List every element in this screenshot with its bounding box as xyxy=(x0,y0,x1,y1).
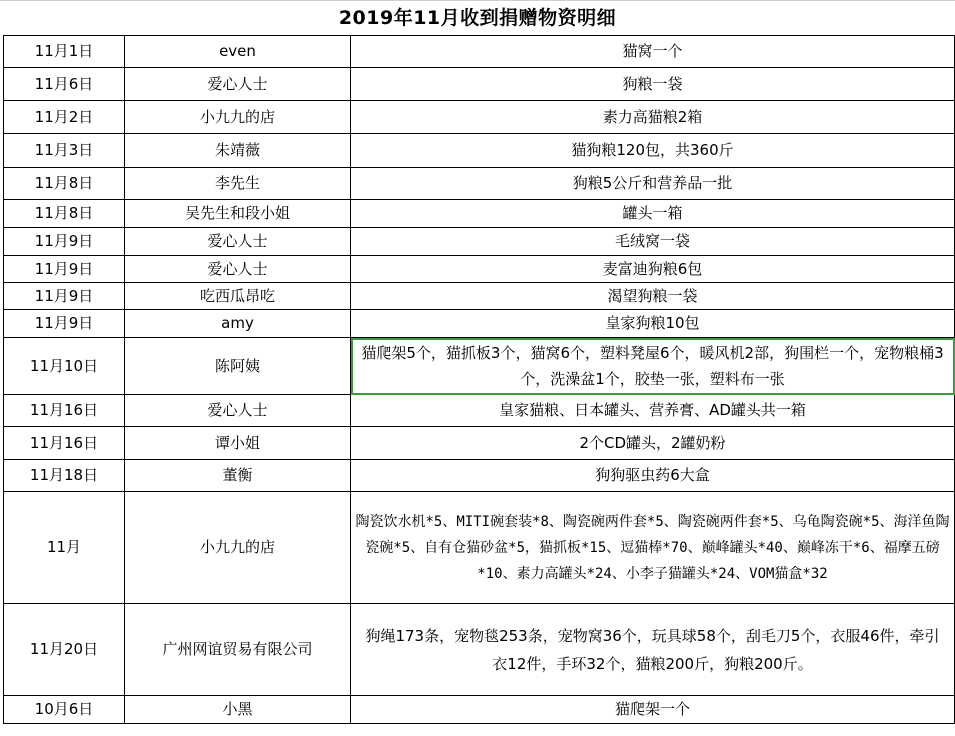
items-cell[interactable]: 猫窝一个 xyxy=(351,36,955,68)
table-row xyxy=(4,604,955,696)
donor-cell[interactable]: 广州网谊贸易有限公司 xyxy=(125,604,351,696)
sheet-title: 2019年11月收到捐赠物资明细 xyxy=(0,0,955,35)
table-row xyxy=(4,283,955,310)
donor-cell[interactable]: 爱心人士 xyxy=(125,256,351,283)
donor-cell[interactable]: even xyxy=(125,36,351,68)
table-row xyxy=(4,36,955,68)
items-cell[interactable]: 2个CD罐头，2罐奶粉 xyxy=(351,427,955,460)
table-row xyxy=(4,134,955,168)
date-cell[interactable]: 11月10日 xyxy=(4,338,125,395)
donation-table xyxy=(3,35,955,724)
donor-cell[interactable]: 朱靖薇 xyxy=(125,134,351,168)
date-cell[interactable]: 11月16日 xyxy=(4,395,125,427)
date-cell[interactable]: 11月9日 xyxy=(4,310,125,338)
donor-cell[interactable]: 爱心人士 xyxy=(125,395,351,427)
table-row xyxy=(4,395,955,427)
donor-cell[interactable]: 小九九的店 xyxy=(125,101,351,134)
items-cell[interactable]: 素力高猫粮2箱 xyxy=(351,101,955,134)
items-cell[interactable]: 毛绒窝一袋 xyxy=(351,228,955,256)
items-cell[interactable]: 渴望狗粮一袋 xyxy=(351,283,955,310)
items-cell[interactable]: 陶瓷饮水机*5、MITI碗套装*8、陶瓷碗两件套*5、陶瓷碗两件套*5、乌龟陶瓷碗*5、海洋鱼陶瓷碗*5、自有仓猫砂盆*5，猫抓板*15、逗猫棒*70、巅峰罐头*40、巅峰冻干*6、福摩五磅*10、素力高罐头*24、小李子猫罐头*24、VOM猫盒*32 xyxy=(351,492,955,604)
items-cell[interactable]: 狗粮5公斤和营养品一批 xyxy=(351,168,955,200)
table-row xyxy=(4,228,955,256)
date-cell[interactable]: 11月18日 xyxy=(4,460,125,492)
date-cell[interactable]: 11月8日 xyxy=(4,200,125,228)
items-cell-selected[interactable]: 猫爬架5个，猫抓板3个，猫窝6个，塑料凳屋6个，暖风机2部，狗围栏一个，宠物粮桶3个，洗澡盆1个，胶垫一张，塑料布一张 xyxy=(351,338,955,395)
items-cell[interactable]: 狗粮一袋 xyxy=(351,68,955,101)
date-cell[interactable]: 11月1日 xyxy=(4,36,125,68)
donor-cell[interactable]: 吃西瓜昂吃 xyxy=(125,283,351,310)
date-cell[interactable]: 11月2日 xyxy=(4,101,125,134)
table-row xyxy=(4,492,955,604)
table-row xyxy=(4,310,955,338)
donor-cell[interactable]: 爱心人士 xyxy=(125,228,351,256)
donor-cell[interactable]: 陈阿姨 xyxy=(125,338,351,395)
table-row xyxy=(4,427,955,460)
date-cell[interactable]: 11月 xyxy=(4,492,125,604)
donor-cell[interactable]: 小九九的店 xyxy=(125,492,351,604)
date-cell[interactable]: 11月3日 xyxy=(4,134,125,168)
items-cell[interactable]: 狗绳173条，宠物毯253条，宠物窝36个，玩具球58个，刮毛刀5个，衣服46件，牵引衣12件，手环32个，猫粮200斤，狗粮200斤。 xyxy=(351,604,955,696)
items-cell[interactable]: 皇家猫粮、日本罐头、营养膏、AD罐头共一箱 xyxy=(351,395,955,427)
donor-cell[interactable]: 董衡 xyxy=(125,460,351,492)
date-cell[interactable]: 11月8日 xyxy=(4,168,125,200)
table-row xyxy=(4,460,955,492)
table-row xyxy=(4,256,955,283)
date-cell[interactable]: 11月9日 xyxy=(4,256,125,283)
donor-cell[interactable]: 吴先生和段小姐 xyxy=(125,200,351,228)
date-cell[interactable]: 11月9日 xyxy=(4,283,125,310)
donor-cell[interactable]: 谭小姐 xyxy=(125,427,351,460)
donor-cell[interactable]: 爱心人士 xyxy=(125,68,351,101)
donor-cell[interactable]: 小黑 xyxy=(125,696,351,724)
items-cell[interactable]: 猫狗粮120包，共360斤 xyxy=(351,134,955,168)
date-cell[interactable]: 11月9日 xyxy=(4,228,125,256)
items-cell[interactable]: 麦富迪狗粮6包 xyxy=(351,256,955,283)
items-cell[interactable]: 罐头一箱 xyxy=(351,200,955,228)
table-row xyxy=(4,68,955,101)
date-cell[interactable]: 11月6日 xyxy=(4,68,125,101)
table-row xyxy=(4,101,955,134)
date-cell[interactable]: 11月20日 xyxy=(4,604,125,696)
donor-cell[interactable]: amy xyxy=(125,310,351,338)
items-cell[interactable]: 猫爬架一个 xyxy=(351,696,955,724)
items-cell[interactable]: 狗狗驱虫药6大盒 xyxy=(351,460,955,492)
table-row xyxy=(4,168,955,200)
donor-cell[interactable]: 李先生 xyxy=(125,168,351,200)
table-row xyxy=(4,200,955,228)
table-row xyxy=(4,338,955,395)
date-cell[interactable]: 11月16日 xyxy=(4,427,125,460)
items-cell[interactable]: 皇家狗粮10包 xyxy=(351,310,955,338)
table-row xyxy=(4,696,955,724)
date-cell[interactable]: 10月6日 xyxy=(4,696,125,724)
